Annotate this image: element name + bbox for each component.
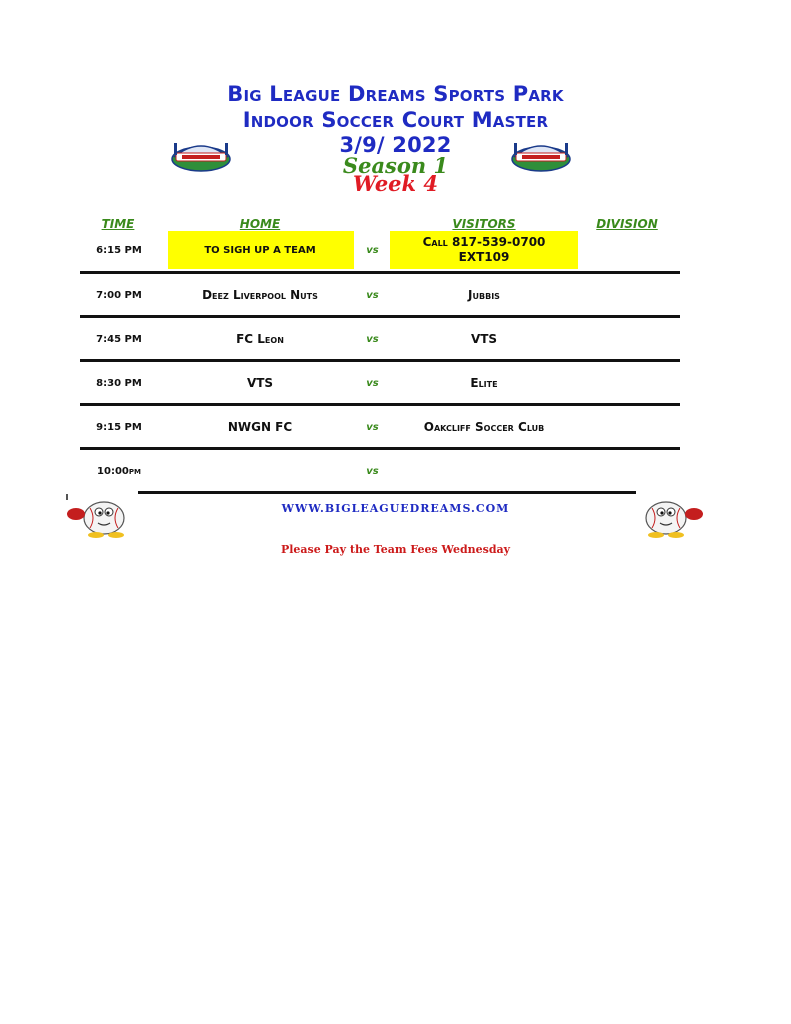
row-divider	[80, 403, 680, 406]
game-time: 9:15 PM	[96, 421, 142, 433]
game-row	[80, 275, 680, 319]
game-time: 7:45 PM	[96, 333, 142, 345]
column-header-visitors: VISITORS	[452, 217, 516, 231]
home-team	[170, 451, 350, 491]
stadium-logo-icon	[170, 137, 232, 173]
vs-label: vs	[366, 244, 379, 256]
visitor-team: Jubbis	[468, 287, 500, 302]
row-divider	[80, 315, 680, 318]
visitor-team: Elite	[470, 375, 498, 390]
vs-label: vs	[366, 333, 379, 345]
game-time: 8:30 PM	[96, 377, 142, 389]
game-time: 7:00 PM	[96, 289, 142, 301]
column-header-home: HOME	[239, 217, 281, 231]
row-divider	[80, 271, 680, 274]
game-row	[80, 451, 680, 495]
footer-divider	[138, 491, 636, 494]
baseball-mascot-icon	[62, 490, 138, 540]
park-title: Big League Dreams Sports Park	[227, 82, 564, 106]
row-divider	[80, 447, 680, 450]
stadium-logo-icon	[510, 137, 572, 173]
vs-label: vs	[366, 289, 379, 301]
division	[580, 275, 674, 315]
visitor-team: Oakcliff Soccer Club	[423, 419, 545, 434]
baseball-mascot-icon	[632, 490, 708, 540]
schedule-date: 3/9/ 2022	[339, 133, 452, 157]
vs-label: vs	[366, 377, 379, 389]
game-time: 6:15 PM	[96, 244, 142, 256]
home-team: VTS	[246, 376, 274, 390]
vs-label: vs	[366, 421, 379, 433]
game-row	[80, 319, 680, 363]
vs-label: vs	[366, 465, 379, 477]
home-team: Deez Liverpool Nuts	[202, 288, 318, 302]
game-row	[80, 407, 680, 451]
row-divider	[80, 359, 680, 362]
website-link[interactable]: WWW.BIGLEAGUEDREAMS.COM	[281, 502, 510, 515]
visitor-team: Call 817-539-0700 EXT109	[422, 235, 546, 264]
column-header-division: DIVISION	[596, 217, 658, 231]
home-team: TO SIGH UP A TEAM	[204, 244, 316, 256]
game-row	[80, 230, 680, 274]
home-team: FC Leon	[236, 332, 284, 346]
season-label: Season 1	[342, 153, 449, 178]
home-team: NWGN FC	[227, 420, 293, 434]
game-time: 10:00pm	[97, 465, 141, 477]
visitor-team: VTS	[470, 331, 498, 346]
division	[580, 363, 674, 403]
column-header-time: TIME	[101, 217, 135, 231]
week-label: Week 4	[352, 171, 439, 196]
game-row	[80, 363, 680, 407]
division	[580, 230, 674, 270]
division	[580, 407, 674, 447]
division	[580, 451, 674, 491]
division	[580, 319, 674, 359]
fee-notice: Please Pay the Team Fees Wednesday	[280, 543, 511, 556]
visitor-team	[390, 451, 578, 491]
schedule-title: Indoor Soccer Court Master	[242, 108, 549, 132]
